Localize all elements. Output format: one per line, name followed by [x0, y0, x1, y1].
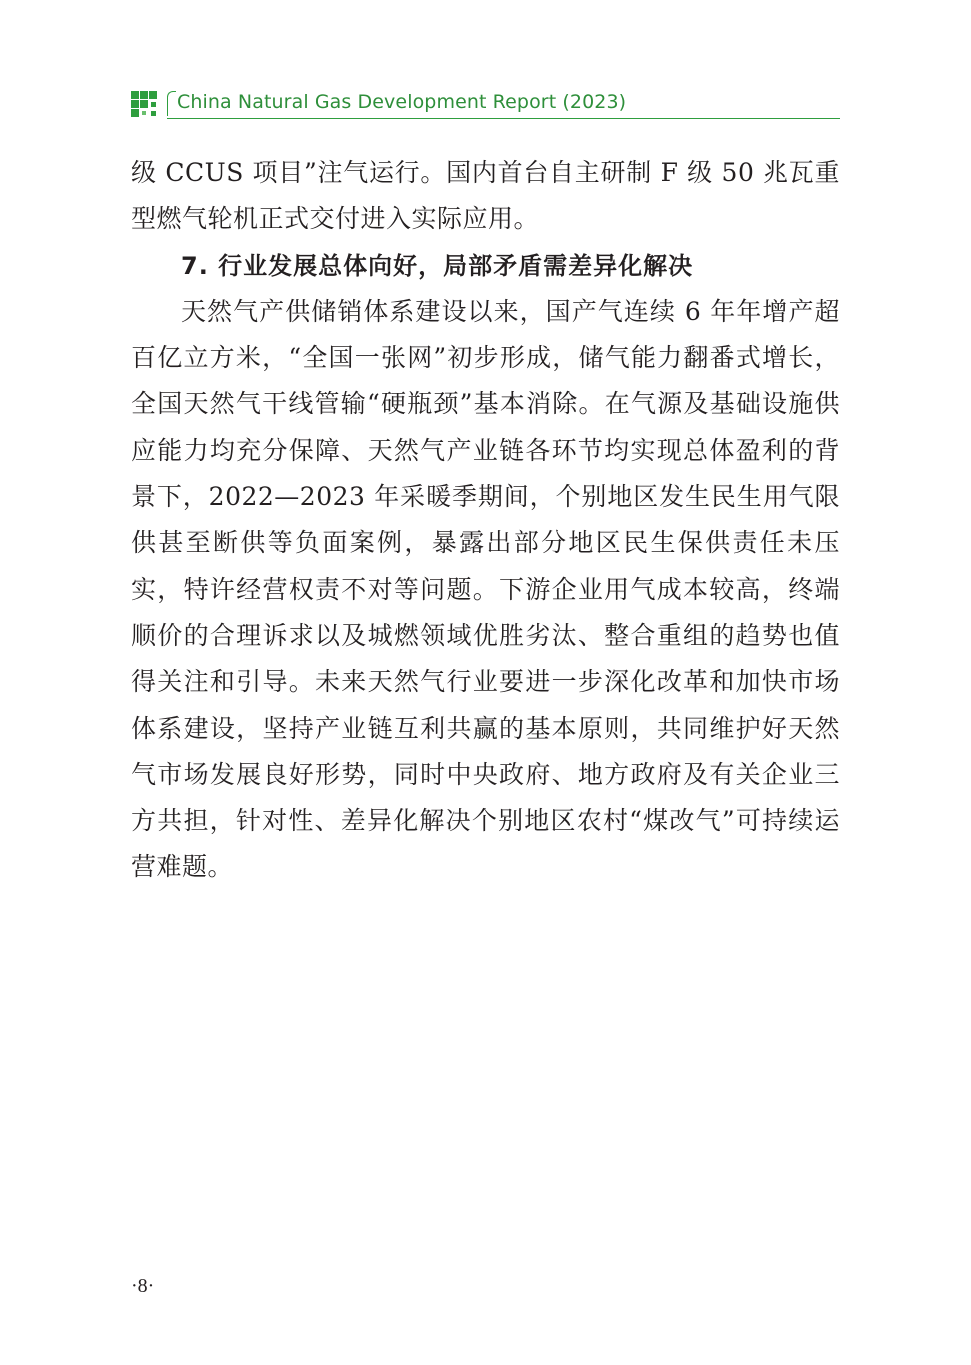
running-header [131, 89, 840, 119]
header-bracket-decoration [167, 91, 176, 116]
body-paragraph: 天然气产供储销体系建设以来，国产气连续 6 年年增产超百亿立方米，“全国一张网”初步形成，储气能力翻番式增长，全国天然气干线管输“硬瓶颈”基本消除。在气源及基础设施供应能力均充分保障、天然气产业链各环节均实现总体盈利的背景下，2022—2023 年采暖季期间，个别地区发生民生用气限供甚至断供等负面案例，暴露出部分地区民生保供责任未压实，特许经营权责不对等问题。下游企业用气成本较高，终端顺价的合理诉求以及城燃领域优胜劣汰、整合重组的趋势也值得关注和引导。未来天然气行业要进一步深化改革和加快市场体系建设，坚持产业链互利共赢的基本原则，共同维护好天然气市场发展良好形势，同时中央政府、地方政府及有关企业三方共担，针对性、差异化解决个别地区农村“煤改气”可持续运营难题。 [131, 296, 840, 882]
page-number: ·8· [131, 1275, 155, 1297]
continued-paragraph: 级 CCUS 项目”注气运行。国内首台自主研制 F 级 50 兆瓦重型燃气轮机正式交付进入实际应用。 [131, 158, 840, 234]
page-content [131, 150, 840, 891]
section-heading: 7. 行业发展总体向好，局部矛盾需差异化解决 [181, 251, 694, 280]
report-logo-icon [131, 91, 159, 119]
header-title-frame [167, 89, 840, 119]
header-title: China Natural Gas Development Report (2023) [177, 91, 627, 113]
